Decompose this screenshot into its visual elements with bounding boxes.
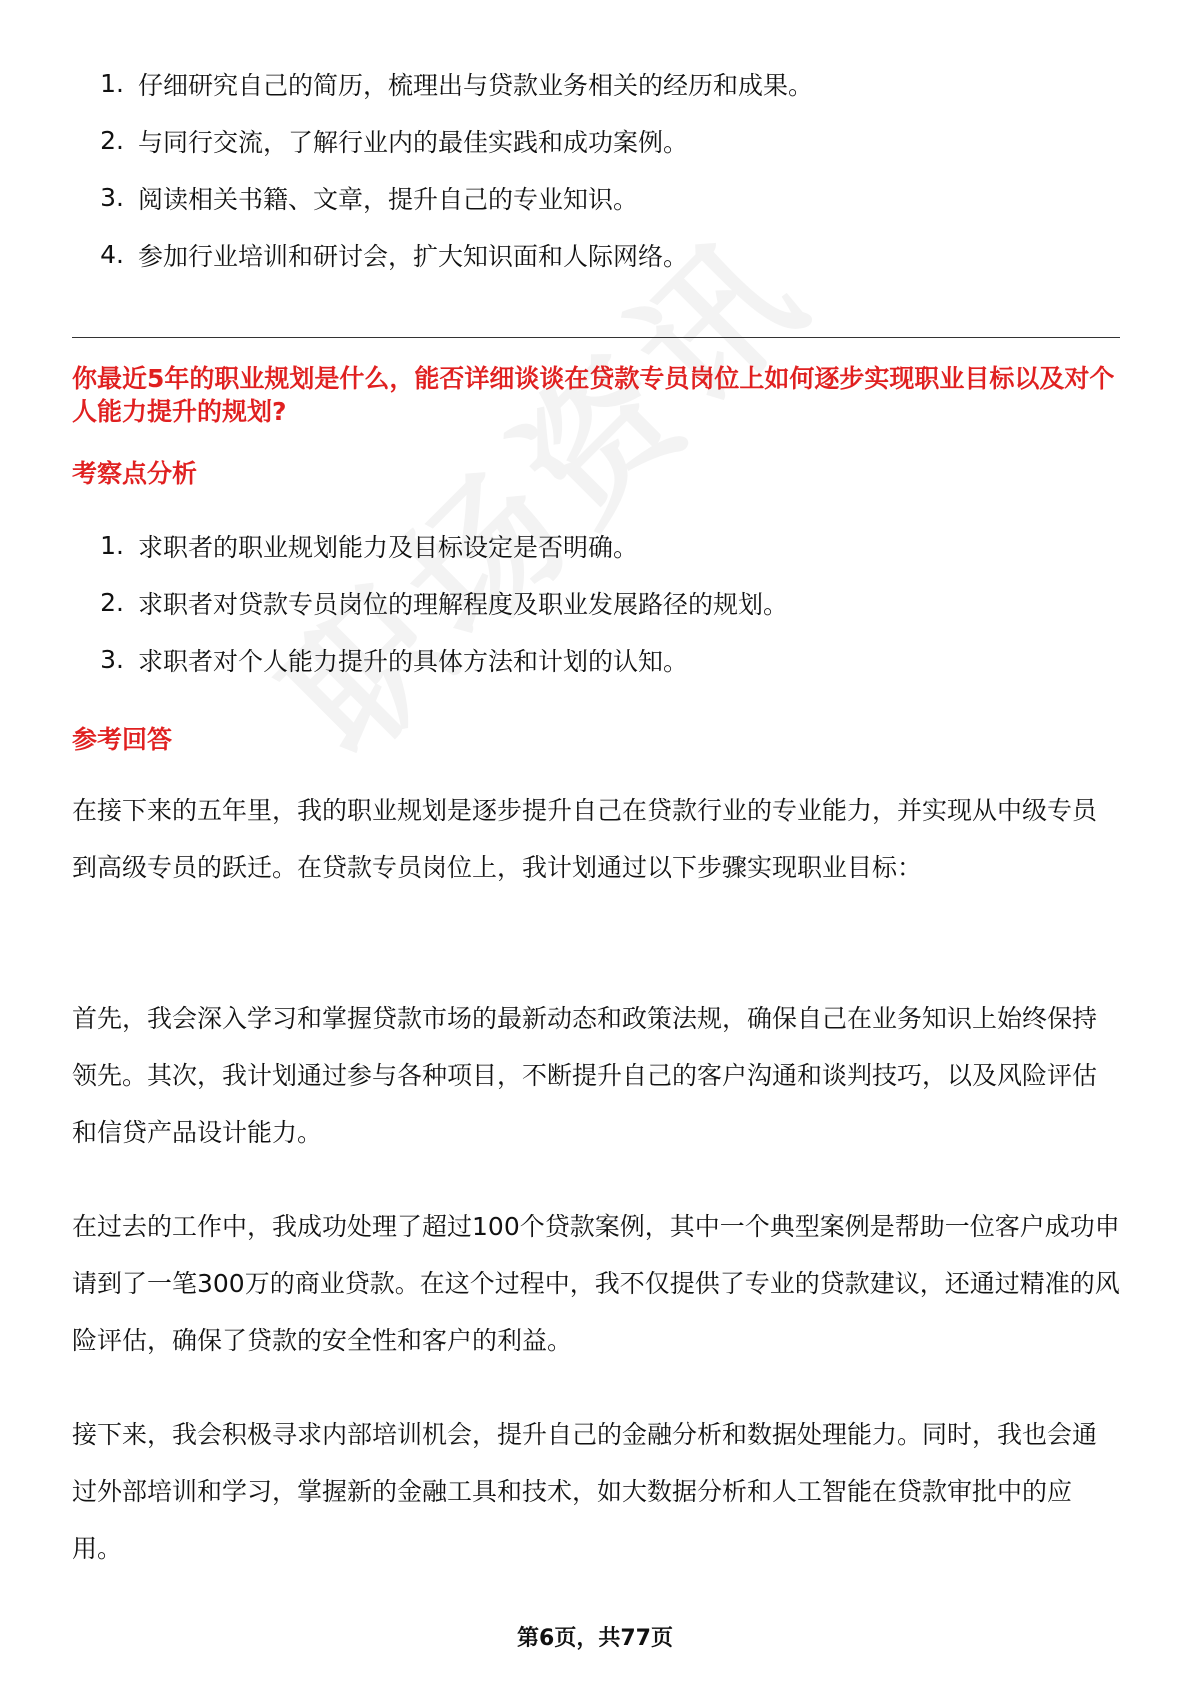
analysis-list xyxy=(72,517,1112,688)
page-number-footer: 第6页，共77页 xyxy=(517,1626,673,1651)
answer-heading: 参考回答 xyxy=(72,725,173,754)
section-divider xyxy=(72,337,1120,338)
list-text: 与同行交流，了解行业内的最佳实践和成功案例。 xyxy=(138,127,689,157)
list-number: 1. xyxy=(100,531,124,560)
list-number: 3. xyxy=(100,645,124,674)
list-number: 2. xyxy=(100,588,124,617)
list-text: 求职者的职业规划能力及目标设定是否明确。 xyxy=(138,532,639,562)
answer-paragraph: 接下来，我会积极寻求内部培训机会，提升自己的金融分析和数据处理能力。同时，我也会通过外部培训和学习，掌握新的金融工具和技术，如大数据分析和人工智能在贷款审批中的应用。 xyxy=(72,1420,1098,1563)
list-item xyxy=(72,169,1112,226)
list-number: 3. xyxy=(100,183,124,212)
list-text: 仔细研究自己的简历，梳理出与贷款业务相关的经历和成果。 xyxy=(138,70,814,100)
list-item xyxy=(72,226,1112,283)
answer-paragraph: 在过去的工作中，我成功处理了超过100个贷款案例，其中一个典型案例是帮助一位客户成功申请到了一笔300万的商业贷款。在这个过程中，我不仅提供了专业的贷款建议，还通过精准的风险评估，确保了贷款的安全性和客户的利益。 xyxy=(72,1212,1120,1355)
list-text: 阅读相关书籍、文章，提升自己的专业知识。 xyxy=(138,184,639,214)
analysis-heading: 考察点分析 xyxy=(72,459,198,488)
list-item xyxy=(72,574,1112,631)
list-number: 2. xyxy=(100,126,124,155)
list-text: 求职者对个人能力提升的具体方法和计划的认知。 xyxy=(138,646,689,676)
list-item xyxy=(72,517,1112,574)
list-item xyxy=(72,55,1112,112)
answer-paragraph: 首先，我会深入学习和掌握贷款市场的最新动态和政策法规，确保自己在业务知识上始终保持领先。其次，我计划通过参与各种项目，不断提升自己的客户沟通和谈判技巧，以及风险评估和信贷产品设计能力。 xyxy=(72,1004,1098,1147)
list-item xyxy=(72,112,1112,169)
list-text: 参加行业培训和研讨会，扩大知识面和人际网络。 xyxy=(138,241,689,271)
list-text: 求职者对贷款专员岗位的理解程度及职业发展路径的规划。 xyxy=(138,589,789,619)
list-number: 4. xyxy=(100,240,124,269)
answer-paragraph: 在接下来的五年里，我的职业规划是逐步提升自己在贷款行业的专业能力，并实现从中级专员到高级专员的跃迁。在贷款专员岗位上，我计划通过以下步骤实现职业目标： xyxy=(72,796,1098,882)
interview-question: 你最近5年的职业规划是什么，能否详细谈谈在贷款专员岗位上如何逐步实现职业目标以及对个人能力提升的规划? xyxy=(72,364,1115,426)
list-number: 1. xyxy=(100,69,124,98)
list-item xyxy=(72,631,1112,688)
intro-list xyxy=(72,55,1112,283)
